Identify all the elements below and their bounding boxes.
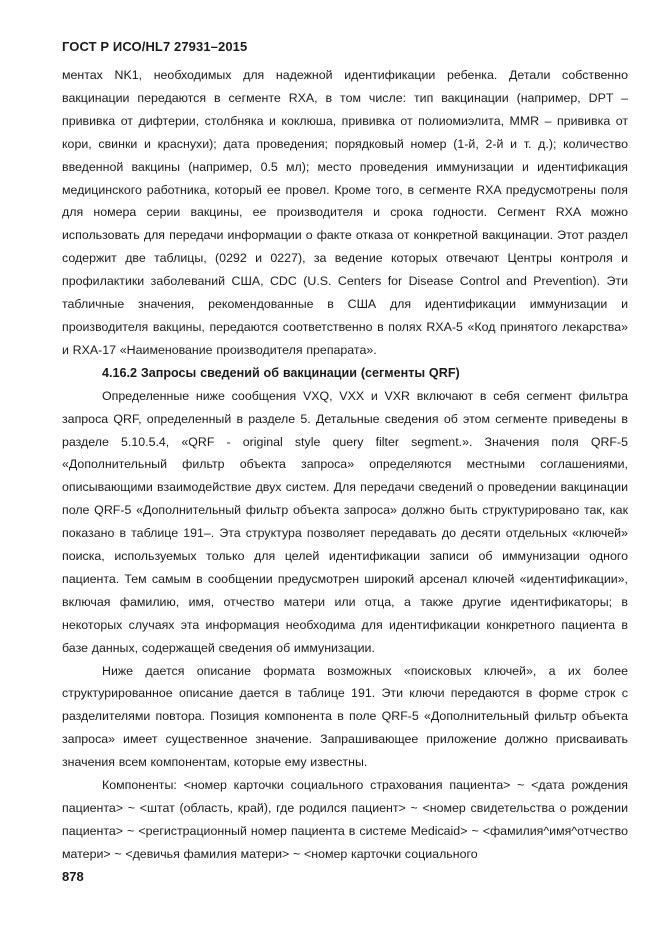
section-heading-4-16-2: 4.16.2 Запросы сведений об вакцинации (сегменты QRF): [102, 365, 460, 380]
document-header: ГОСТ Р ИСО/HL7 27931–2015: [62, 39, 248, 54]
page-number: 878: [62, 869, 84, 884]
paragraph-components: Компоненты: <номер карточки социального страхования пациента> ~ <дата рождения пациента> ~ <штат (область, край), где родился пациент> ~ <номер свидетельства о рождении пациента> ~ <регистрационный номер пациента в системе Medicaid> ~ <фамилия^имя^отчество матери> ~ <девичья фамилия матери> ~ <номер карточки социального: [62, 778, 628, 861]
paragraph-nk1-continuation: ментах NK1, необходимых для надежной идентификации ребенка. Детали собственно вакцинации передаются в сегменте RXA, в том числе: тип вакцинации (например, DPT – прививка от дифтерии, столбняка и коклюша, прививка от полиомиэлита, MMR – прививка от кори, свинки и краснухи); дата проведения; порядковый номер (1-й, 2-й и т. д.); количество введенной вакцины (например, 0.5 мл); место проведения иммунизации и идентификация медицинского работника, который ее провел. Кроме того, в сегменте RXA предусмотрены поля для номера серии вакцины, ее производителя и срока годности. Сегмент RXA можно использовать для передачи информации о факте отказа от конкретной вакцинации. Этот раздел содержит две таблицы, (0292 и 0227), за ведение которых отвечают Центры контроля и профилактики заболеваний США, CDC (U.S. Centers for Disease Control and Prevention). Эти табличные значения, рекомендованные в США для идентификации иммунизации и производителя вакцины, передаются соответственно в полях RXA-5 «Код принятого лекарства» и RXA-17 «Наименование производителя препарата».: [62, 68, 628, 357]
paragraph-qrf-segment: Определенные ниже сообщения VXQ, VXX и VXR включают в себя сегмент фильтра запроса QRF, определенный в разделе 5. Детальные сведения об этом сегменте приведены в разделе 5.10.5.4, «QRF - original style query filter segment.». Значения поля QRF-5 «Дополнительный фильтр объекта запроса» определяются местными соглашениями, описывающими взаимодействие двух систем. Для передачи сведений о проведении вакцинации поле QRF-5 «Дополнительный фильтр объекта запроса» должно быть структурировано так, как показано в таблице 191–. Эта структура позволяет передавать до десяти отдельных «ключей» поиска, используемых только для целей идентификации записи об иммунизации одного пациента. Тем самым в сообщении предусмотрен широкий арсенал ключей «идентификации», включая фамилию, имя, отчество матери или отца, а также другие идентификаторы; в некоторых случаях эта информация необходима для идентификации конкретного пациента в базе данных, содержащей сведения об иммунизации.: [62, 388, 628, 655]
paragraph-search-keys: Ниже дается описание формата возможных «поисковых ключей», а их более структурированное описание дается в таблице 191. Эти ключи передаются в форме строк с разделителями повтора. Позиция компонента в поле QRF-5 «Дополнительный фильтр объекта запроса» имеет существенное значение. Запрашивающее приложение должно присваивать значения всем компонентам, которые ему известны.: [62, 663, 628, 770]
document-body: [62, 64, 628, 866]
document-page: [62, 38, 628, 866]
